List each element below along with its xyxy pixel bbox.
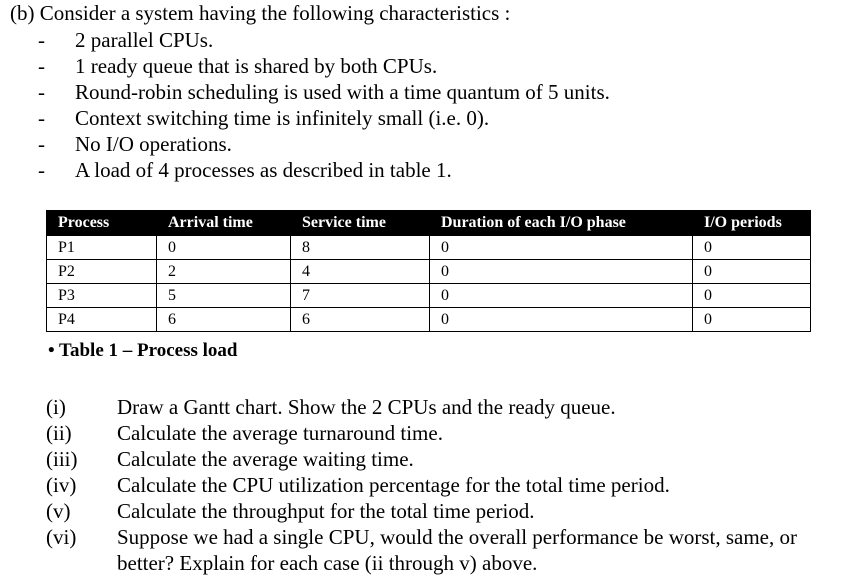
table-row [47,236,811,260]
list-item [38,53,610,79]
question-heading: (b) Consider a system having the following characteristics : [10,1,511,25]
cell-service-time: 7 [291,284,430,308]
question-text: Suppose we had a single CPU, would the overall performance be worst, same, or better? Explain for each case (ii through v) above. [117,525,797,575]
bullet-dash: - [38,28,45,52]
characteristic-text: 2 parallel CPUs. [75,28,214,52]
header-io-periods: I/O periods [693,211,811,236]
characteristic-text: 1 ready queue that is shared by both CPUs. [75,54,438,78]
cell-io-periods: 0 [693,236,811,260]
cell-io-duration: 0 [430,284,693,308]
table-row [47,260,811,284]
question-text: Calculate the average waiting time. [117,447,414,471]
cell-io-periods: 0 [693,284,811,308]
cell-process: P3 [47,284,157,308]
questions-list [46,394,842,576]
cell-service-time: 6 [291,308,430,332]
question-item [46,446,842,472]
list-item [38,27,610,53]
cell-io-duration: 0 [430,260,693,284]
bullet-dash: - [38,80,45,104]
table-caption: • Table 1 – Process load [48,340,238,361]
bullet-dash: - [38,158,45,182]
cell-service-time: 8 [291,236,430,260]
cell-process: P2 [47,260,157,284]
header-arrival-time: Arrival time [157,211,291,236]
question-item [46,524,842,576]
question-number: (iv) [46,473,77,497]
question-item [46,498,842,524]
cell-io-duration: 0 [430,236,693,260]
cell-io-periods: 0 [693,308,811,332]
question-text: Draw a Gantt chart. Show the 2 CPUs and the ready queue. [117,395,616,419]
header-process: Process [47,211,157,236]
list-item [38,131,610,157]
characteristic-text: Round-robin scheduling is used with a time quantum of 5 units. [75,80,610,104]
list-item [38,157,610,183]
characteristic-text: Context switching time is infinitely small (i.e. 0). [75,106,490,130]
question-item [46,420,842,446]
characteristics-list [38,27,610,183]
question-item [46,394,842,420]
question-item [46,472,842,498]
cell-arrival-time: 2 [157,260,291,284]
question-number: (vi) [46,525,77,549]
cell-service-time: 4 [291,260,430,284]
bullet-dash: - [38,106,45,130]
characteristic-text: A load of 4 processes as described in table 1. [75,158,452,182]
cell-process: P1 [47,236,157,260]
cell-io-periods: 0 [693,260,811,284]
question-text: Calculate the average turnaround time. [117,421,443,445]
cell-arrival-time: 0 [157,236,291,260]
bullet-dash: - [38,132,45,156]
header-service-time: Service time [291,211,430,236]
question-number: (iii) [46,447,78,471]
cell-io-duration: 0 [430,308,693,332]
question-number: (i) [46,395,66,419]
bullet-dash: - [38,54,45,78]
process-load-table [46,210,811,332]
cell-arrival-time: 6 [157,308,291,332]
characteristic-text: No I/O operations. [75,132,232,156]
list-item [38,79,610,105]
header-io-duration: Duration of each I/O phase [430,211,693,236]
list-item [38,105,610,131]
table-row [47,284,811,308]
cell-arrival-time: 5 [157,284,291,308]
question-text: Calculate the CPU utilization percentage for the total time period. [117,473,670,497]
question-text: Calculate the throughput for the total time period. [117,499,535,523]
question-number: (v) [46,499,71,523]
cell-process: P4 [47,308,157,332]
table-header-row [47,211,811,236]
question-number: (ii) [46,421,72,445]
table-row [47,308,811,332]
